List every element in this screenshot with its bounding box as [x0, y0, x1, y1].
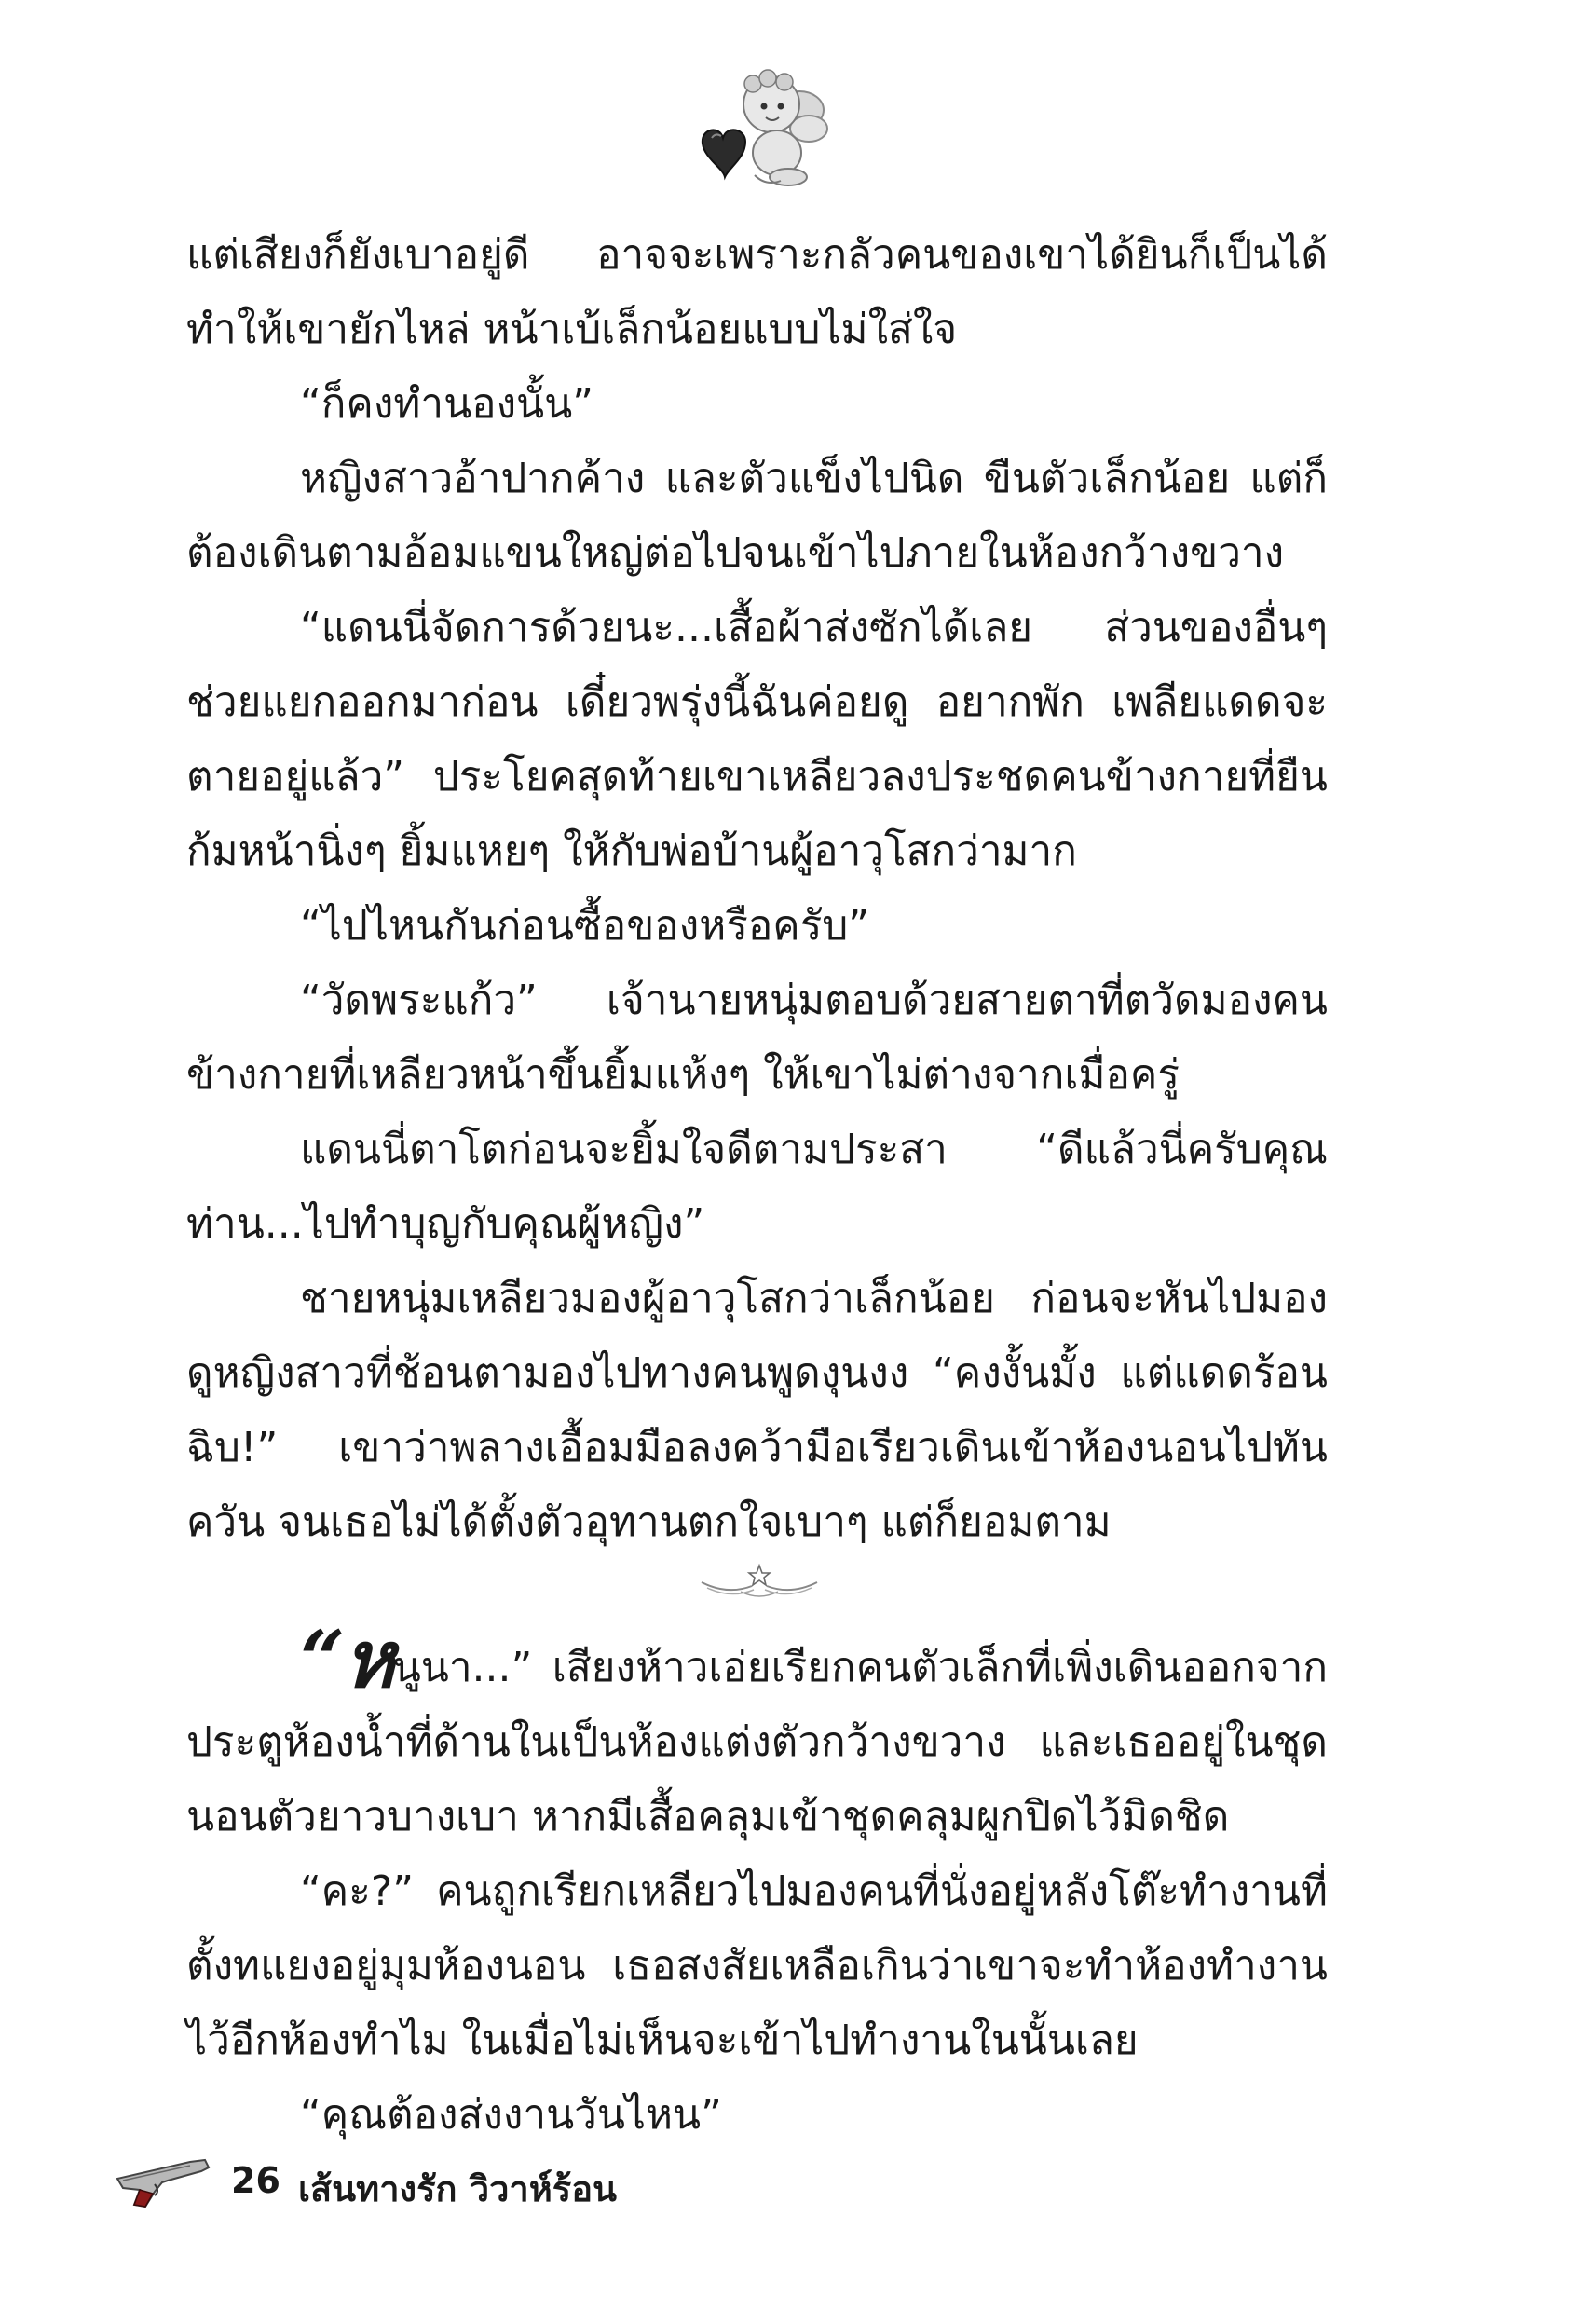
paragraph-text: นูนา...” เสียงห้าวเอ่ยเรียกคนตัวเล็กที่เพิ่งเดินออกจากประตูห้องน้ำที่ด้านในเป็นห้องแต่งตัวกว้างขวาง และเธออยู่ในชุดนอนตัวยาวบางเบา หากมีเสื้อคลุมเข้าชุดคลุมผูกปิดไว้มิดชิด	[186, 1644, 1328, 1840]
paragraph: ชายหนุ่มเหลียวมองผู้อาวุโสกว่าเล็กน้อย ก่อนจะหันไปมองดูหญิงสาวที่ช้อนตามองไปทางคนพูดงุนงง “คงงั้นมั้ง แต่แดดร้อนฉิบ!” เขาว่าพลางเอื้อมมือลงคว้ามือเรียวเดินเข้าห้องนอนไปทันควัน จนเธอไม่ได้ตั้งตัวอุทานตกใจเบาๆ แต่ก็ยอมตาม	[186, 1275, 1328, 1546]
paragraph: “แดนนี่จัดการด้วยนะ...เสื้อผ้าส่งซักได้เลย ส่วนของอื่นๆ ช่วยแยกออกมาก่อน เดี๋ยวพรุ่งนี้ฉันค่อยดู อยากพัก เพลียแดดจะตายอยู่แล้ว” ประโยคสุดท้ายเขาเหลียวลงประชดคนข้างกายที่ยืนก้มหน้านิ่งๆ ยิ้มแหยๆ ให้กับพ่อบ้านผู้อาวุโสกว่ามาก	[186, 604, 1328, 875]
star-flourish-divider-icon	[694, 1558, 825, 1603]
paragraph: “คะ?” คนถูกเรียกเหลียวไปมองคนที่นั่งอยู่หลังโต๊ะทำงานที่ตั้งทแยงอยู่มุมห้องนอน เธอสงสัยเหลือเกินว่าเขาจะทำห้องทำงานไว้อีกห้องทำไม ในเมื่อไม่เห็นจะเข้าไปทำงานในนั้นเลย	[186, 1867, 1328, 2064]
paragraph: หญิงสาวอ้าปากค้าง และตัวแข็งไปนิด ขืนตัวเล็กน้อย แต่ก็ต้องเดินตามอ้อมแขนใหญ่ต่อไปจนเข้าไปภายในห้องกว้างขวาง	[186, 455, 1328, 577]
text-section-2	[186, 1613, 1328, 2153]
paragraph-with-dropcap	[186, 1613, 1328, 1854]
paragraph: “วัดพระแก้ว” เจ้านายหนุ่มตอบด้วยสายตาที่ตวัดมองคนข้างกายที่เหลียวหน้าขึ้นยิ้มแห้งๆ ให้เขาไม่ต่างจากเมื่อครู่	[186, 977, 1328, 1099]
paragraph: “คุณต้องส่งงานวันไหน”	[300, 2091, 722, 2139]
pistol-icon	[112, 2151, 214, 2216]
paragraph: “ก็คงทำนองนั้น”	[300, 380, 594, 428]
text-section-1	[186, 218, 1328, 1560]
cupid-holding-heart-icon	[699, 56, 839, 196]
book-title: เส้นทางรัก วิวาห์ร้อน	[298, 2168, 618, 2209]
paragraph: “ไปไหนกันก่อนซื้อของหรือครับ”	[300, 902, 870, 950]
drop-cap: “ห	[300, 1613, 393, 1705]
page-number: 26	[231, 2160, 280, 2201]
page-footer	[112, 2143, 950, 2227]
paragraph: แดนนี่ตาโตก่อนจะยิ้มใจดีตามประสา “ดีแล้วนี่ครับคุณท่าน...ไปทำบุญกับคุณผู้หญิง”	[186, 1126, 1328, 1248]
paragraph: แต่เสียงก็ยังเบาอยู่ดี อาจจะเพราะกลัวคนของเขาได้ยินก็เป็นได้ ทำให้เขายักไหล่ หน้าเบ้เล็กน้อยแบบไม่ใส่ใจ	[186, 231, 1328, 353]
